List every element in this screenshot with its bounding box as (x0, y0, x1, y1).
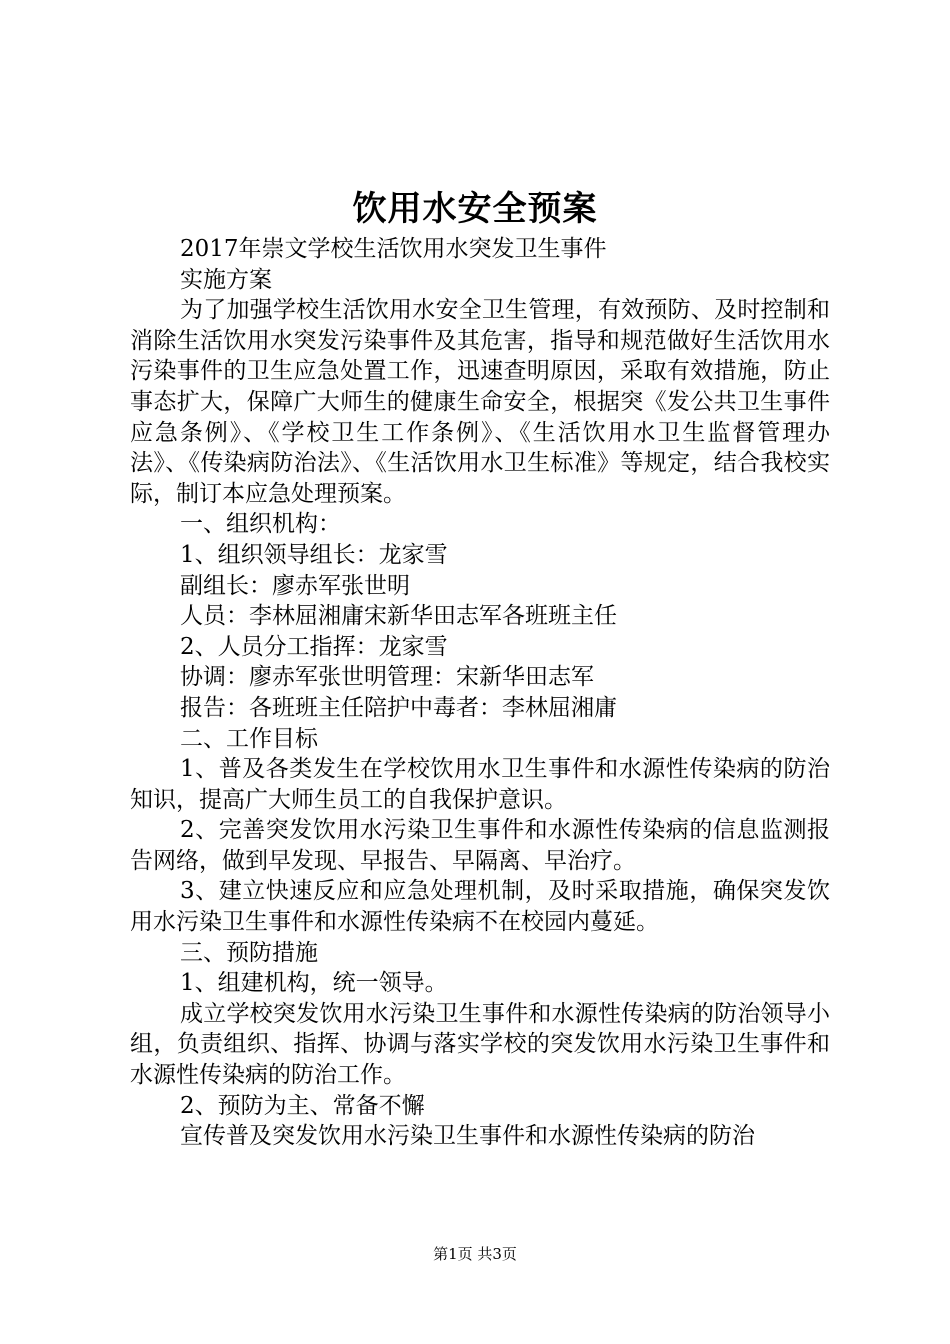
paragraph: 3、建立快速反应和应急处理机制，及时采取措施，确保突发饮用水污染卫生事件和水源性传染病不在校园内蔓延。 (130, 878, 830, 936)
paragraph: 为了加强学校生活饮用水安全卫生管理，有效预防、及时控制和消除生活饮用水突发污染事件及其危害，指导和规范做好生活饮用水污染事件的卫生应急处置工作，迅速查明原因，采取有效措施，防止事态扩大，保障广大师生的健康生命安全，根据突《发公共卫生事件应急条例》、《学校卫生工作条例》、《生活饮用水卫生监督管理办法》、《传染病防治法》、《生活饮用水卫生标准》等规定，结合我校实际，制订本应急处理预案。 (130, 297, 830, 507)
paragraph: 成立学校突发饮用水污染卫生事件和水源性传染病的防治领导小组，负责组织、指挥、协调与落实学校的突发饮用水污染卫生事件和水源性传染病的防治工作。 (130, 1000, 830, 1089)
paragraph: 二、工作目标 (180, 725, 318, 752)
paragraph: 实施方案 (180, 266, 272, 293)
paragraph: 2、预防为主、常备不懈 (180, 1092, 425, 1119)
paragraph: 三、预防措施 (180, 939, 318, 966)
paragraph: 人员：李林屈湘庸宋新华田志军各班班主任 (180, 603, 617, 630)
paragraph: 1、组建机构，统一领导。 (180, 970, 448, 997)
paragraph: 一、组织机构： (180, 511, 341, 538)
document-title: 饮用水安全预案 (352, 189, 598, 229)
paragraph: 1、普及各类发生在学校饮用水卫生事件和水源性传染病的防治知识，提高广大师生员工的自我保护意识。 (130, 756, 830, 813)
paragraph: 1、组织领导组长：龙家雪 (180, 541, 448, 568)
paragraph: 副组长：廖赤军张世明 (180, 572, 410, 599)
paragraph: 2、人员分工指挥：龙家雪 (180, 633, 448, 660)
paragraph: 协调：廖赤军张世明管理：宋新华田志军 (180, 664, 594, 691)
paragraph: 宣传普及突发饮用水污染卫生事件和水源性传染病的防治 (180, 1123, 755, 1150)
paragraph: 报告：各班班主任陪护中毒者：李林屈湘庸 (180, 694, 617, 721)
document-body (130, 234, 830, 1152)
paragraph: 2017年崇文学校生活饮用水突发卫生事件 (180, 236, 607, 262)
paragraph: 2、完善突发饮用水污染卫生事件和水源性传染病的信息监测报告网络，做到早发现、早报告、早隔离、早治疗。 (130, 817, 830, 874)
page-footer: 第1页 共3页 (433, 1245, 517, 1263)
